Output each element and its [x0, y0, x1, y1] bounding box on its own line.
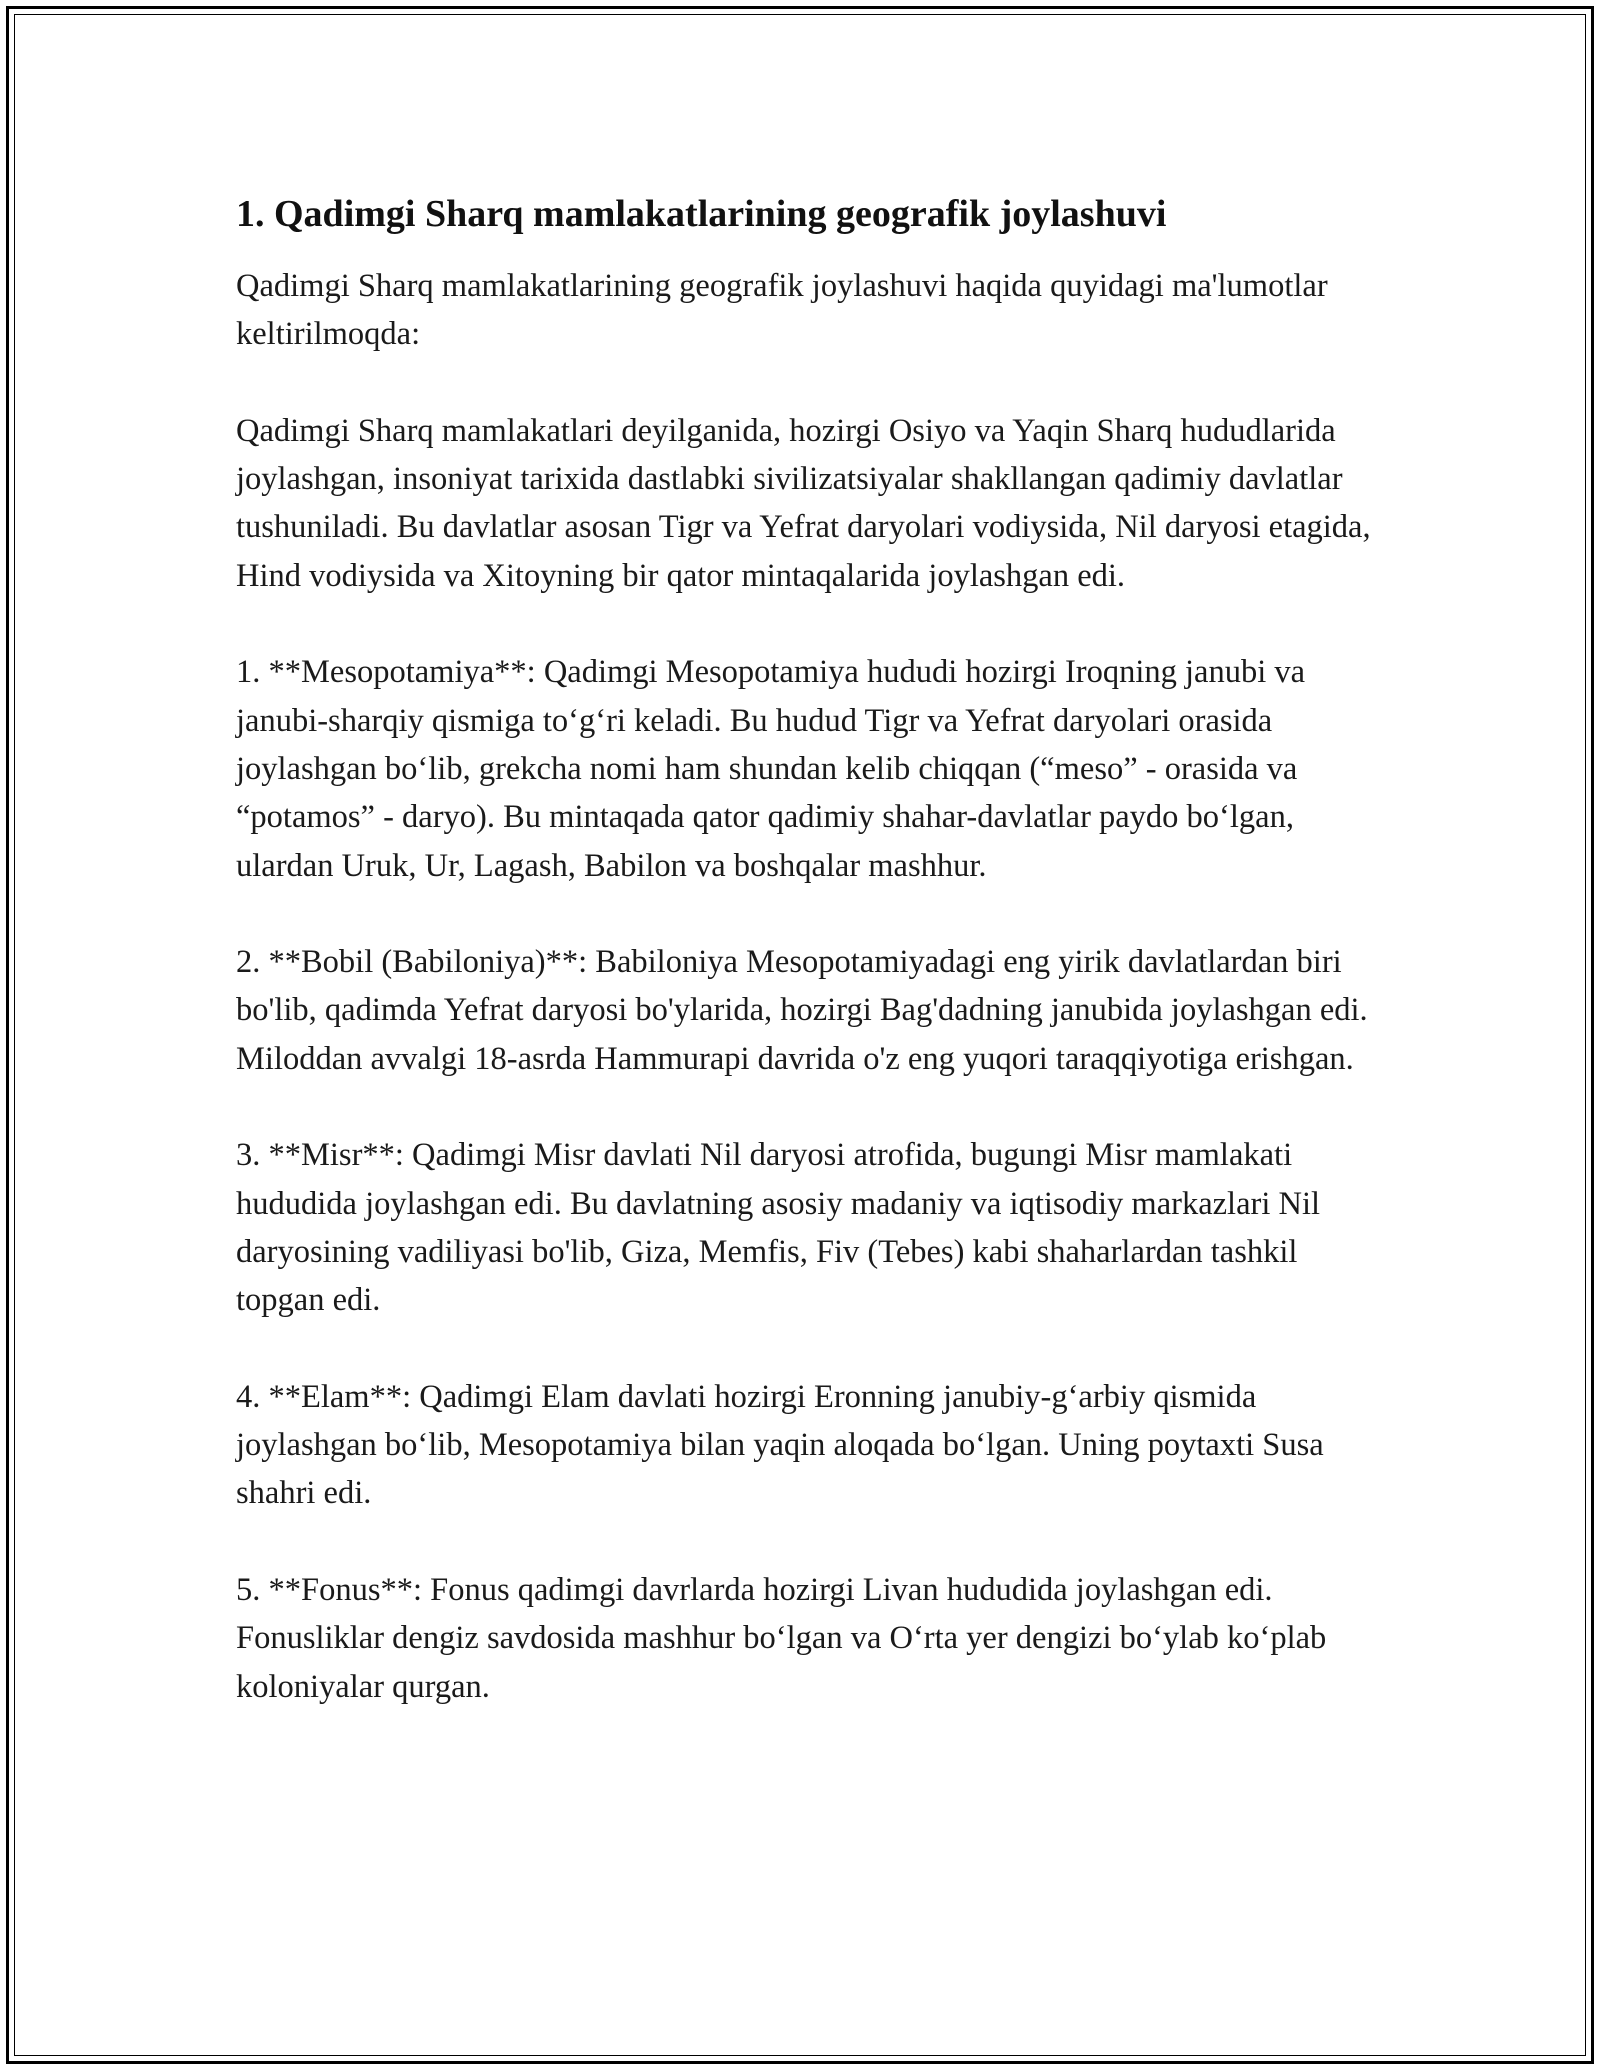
document-title: 1. Qadimgi Sharq mamlakatlarining geografik joylashuvi: [236, 193, 1167, 235]
list-item-mesopotamiya: 1. **Mesopotamiya**: Qadimgi Mesopotamiya hududi hozirgi Iroqning janubi va janubi-sharqiy qismiga to‘g‘ri keladi. Bu hudud Tigr va Yefrat daryolari orasida joylashgan bo‘lib, grekcha nomi ham shundan kelib chiqqan (“meso” - orasida va “potamos” - daryo). Bu mintaqada qator qadimiy shahar-davlatlar paydo bo‘lgan, ulardan Uruk, Ur, Lagash, Babilon va boshqalar mashhur.: [236, 654, 1306, 884]
intro-paragraph: Qadimgi Sharq mamlakatlarining geografik joylashuvi haqida quyidagi ma'lumotlar keltirilmoqda:: [236, 268, 1328, 353]
list-item-fonus: 5. **Fonus**: Fonus qadimgi davrlarda hozirgi Livan hududida joylashgan edi. Fonusliklar dengiz savdosida mashhur bo‘lgan va O‘rta yer dengizi bo‘ylab ko‘plab koloniyalar qurgan.: [236, 1572, 1327, 1705]
list-item-elam: 4. **Elam**: Qadimgi Elam davlati hozirgi Eronning janubiy-g‘arbiy qismida joylashgan bo‘lib, Mesopotamiya bilan yaqin aloqada bo‘lgan. Uning poytaxti Susa shahri edi.: [236, 1378, 1324, 1512]
list-item-bobil: 2. **Bobil (Babiloniya)**: Babiloniya Mesopotamiyadagi eng yirik davlatlardan biri bo'lib, qadimda Yefrat daryosi bo'ylarida, hozirgi Bag'dadning janubida joylashgan edi. Miloddan avvalgi 18-asrda Hammurapi davrida o'z eng yuqori taraqqiyotiga erishgan.: [236, 944, 1368, 1077]
list-item-misr: 3. **Misr**: Qadimgi Misr davlati Nil daryosi atrofida, bugungi Misr mamlakati hududida joylashgan edi. Bu davlatning asosiy madaniy va iqtisodiy markazlari Nil daryosining vadiliyasi bo'lib, Giza, Memfis, Fiv (Tebes) kabi shaharlardan tashkil topgan edi.: [236, 1137, 1321, 1319]
overview-paragraph: Qadimgi Sharq mamlakatlari deyilganida, hozirgi Osiyo va Yaqin Sharq hududlarida joylashgan, insoniyat tarixida dastlabki sivilizatsiyalar shakllangan qadimiy davlatlar tushuniladi. Bu davlatlar asosan Tigr va Yefrat daryolari vodiysida, Nil daryosi etagida, Hind vodiysida va Xitoyning bir qator mintaqalarida joylashgan edi.: [236, 412, 1371, 594]
document-body: [236, 186, 1376, 1711]
